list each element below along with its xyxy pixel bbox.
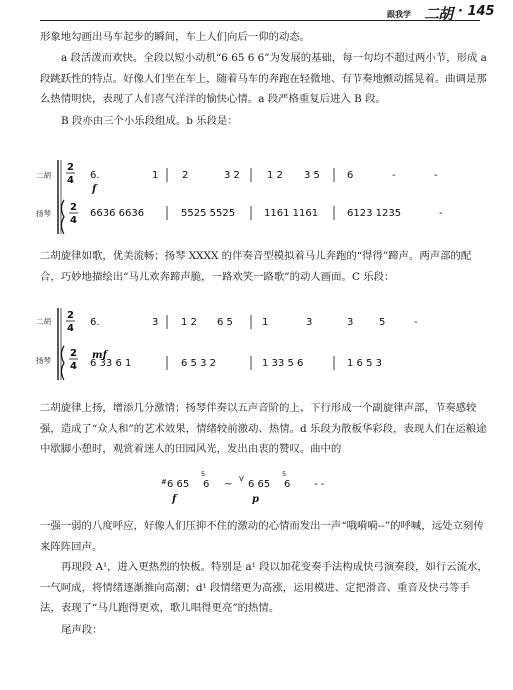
score-3-rest: - -	[314, 479, 325, 490]
paragraph-6: 一强一弱的八度呼应，好像人们压抑不住的激动的心情而发出一声“哦嗬嗬--”的呼喊，远处立刻传来阵阵回声。	[40, 520, 484, 553]
score-3-phrase-1-end: 6	[203, 479, 210, 490]
score-2-yangqin-note: 6 5 3 2	[181, 358, 216, 369]
score-1-yangqin-note: 1161 1161	[264, 208, 319, 219]
paragraph-5: 二胡旋律上扬，增添几分激情；扬琴伴奏以五声音阶的上、下行形成一个副旋律声部，节奏感较强，造成了“众人和”的艺术效果，情绪较前激动、热情。d 乐段为散板华彩段，表现人们在运粮途中歇脚小憩时，观赏着迷人的田园风光，发出由衷的赞叹。曲中的	[40, 402, 487, 455]
paragraph-2: a 段活泼而欢快。全段以短小动机“6 65 6 6”为发展的基础，每一句均不超过两小节，形成 a 段跳跃性的特点。好像人们坐在车上，随着马车的奔跑在轻微地、有节奏地颤动摇晃着。曲调是那么热情明快，表现了人们喜气洋洋的愉快心情。a 段严格重复后进入 B 段。	[40, 52, 487, 105]
page-header	[0, 2, 513, 22]
score-2-erhu-note: 6 5	[217, 317, 233, 328]
score-1-erhu-note: 3 2	[224, 170, 240, 181]
score-example-2	[34, 300, 489, 384]
score-3-grace-2: 5	[282, 470, 287, 478]
score-1-dynamic: f	[92, 184, 97, 195]
score-example-1	[34, 146, 489, 236]
paragraph-7: 再现段 A¹，进入更热烈的快板。特别是 a¹ 段以加花变奏手法构成快弓演奏段，如行云流水，一气呵成，将情绪逐渐推向高潮；d¹ 段情绪更为高涨，运用模进、定把滑音、重音及快弓等手法，表现了“马儿跑得更欢，歌儿唱得更亮”的热情。	[40, 561, 488, 614]
score-2-erhu-note: -	[414, 317, 418, 328]
score-3-phrase-2: 6 65	[248, 479, 271, 490]
score-example-3	[34, 462, 489, 512]
score-3-breath-mark: V	[239, 475, 244, 483]
score-3-dynamic-1: f	[172, 494, 177, 505]
score-3-dynamic-2: p	[252, 494, 259, 505]
score-1-svg	[34, 146, 489, 236]
score-3-phrase-1: 6 65	[167, 479, 190, 490]
svg-text:4: 4	[67, 323, 74, 334]
book-logo: 二胡	[424, 5, 453, 23]
score-1-yangqin-label: 扬琴	[36, 209, 51, 218]
score-1-yangqin-note: -	[439, 208, 443, 219]
score-2-erhu-note: 3	[347, 317, 354, 328]
score-1-erhu-note: -	[434, 170, 438, 181]
paragraph-4: 二胡旋律如歌，优美流畅；扬琴 XXXX 的伴奏音型模拟着马儿奔跑的“得得”蹄声。两声部的配合，巧妙地描绘出“马儿欢奔蹄声脆，一路欢笑一路歌”的动人画面。C 乐段：	[40, 250, 472, 283]
svg-text:4: 4	[70, 361, 77, 372]
score-1-erhu-note: 2	[182, 170, 189, 181]
paragraph-3: B 段亦由三个小乐段组成。b 乐段是：	[61, 115, 238, 127]
page-number: · 145	[458, 4, 495, 19]
score-2-erhu-note: 1 2	[181, 317, 197, 328]
score-2-erhu-note: 3	[306, 317, 313, 328]
score-3-grace-1: 5	[201, 470, 206, 478]
score-2-erhu-note: 1	[262, 317, 269, 328]
score-2-dynamic: mf	[92, 350, 107, 361]
score-1-erhu-note: -	[392, 170, 396, 181]
score-2-yangqin-note: 1 33 5 6	[262, 358, 304, 369]
score-2-svg	[34, 300, 489, 384]
score-3-svg	[34, 462, 489, 512]
score-3-phrase-2-end: 6	[284, 479, 291, 490]
score-3-sharp-icon: #	[161, 478, 167, 486]
svg-text:4: 4	[70, 215, 77, 226]
score-2-yangqin-note: 6 33 6 1	[90, 358, 132, 369]
header-rule	[40, 20, 480, 21]
score-2-yangqin-label: 扬琴	[36, 356, 51, 365]
score-1-time-sig-top: 2	[67, 162, 74, 173]
score-1-brace-icon	[62, 200, 65, 234]
score-1-yangqin-note: 6123 1235	[347, 208, 402, 219]
score-1-erhu-note: 6.	[90, 170, 100, 181]
score-1-erhu-note: 3 5	[304, 170, 320, 181]
score-2-erhu-label: 二胡	[36, 317, 51, 326]
series-label: 跟我学	[387, 10, 411, 19]
score-3-tilde: ~	[224, 479, 233, 490]
svg-text:2: 2	[70, 348, 77, 359]
score-2-erhu-note: 3	[152, 317, 159, 328]
score-1-yangqin-note: 5525 5525	[181, 208, 236, 219]
score-1-erhu-label: 二胡	[36, 171, 51, 180]
svg-text:2: 2	[67, 310, 74, 321]
score-1-erhu-note: 6	[347, 170, 354, 181]
score-1-erhu-note: 1 2	[267, 170, 283, 181]
paragraph-1: 形象地勾画出马车起步的瞬间，车上人们向后一仰的动态。	[40, 31, 311, 43]
score-2-erhu-note: 6.	[90, 317, 100, 328]
score-2-brace-icon	[62, 346, 65, 380]
score-1-time-sig-bottom: 4	[67, 175, 74, 186]
score-2-erhu-note: 5	[379, 317, 386, 328]
paragraph-8: 尾声段：	[61, 624, 103, 636]
score-1-erhu-note: 1	[152, 170, 159, 181]
svg-text:2: 2	[70, 202, 77, 213]
score-1-yangqin-note: 6636 6636	[90, 208, 145, 219]
score-2-yangqin-note: 1 6 5 3	[347, 358, 382, 369]
